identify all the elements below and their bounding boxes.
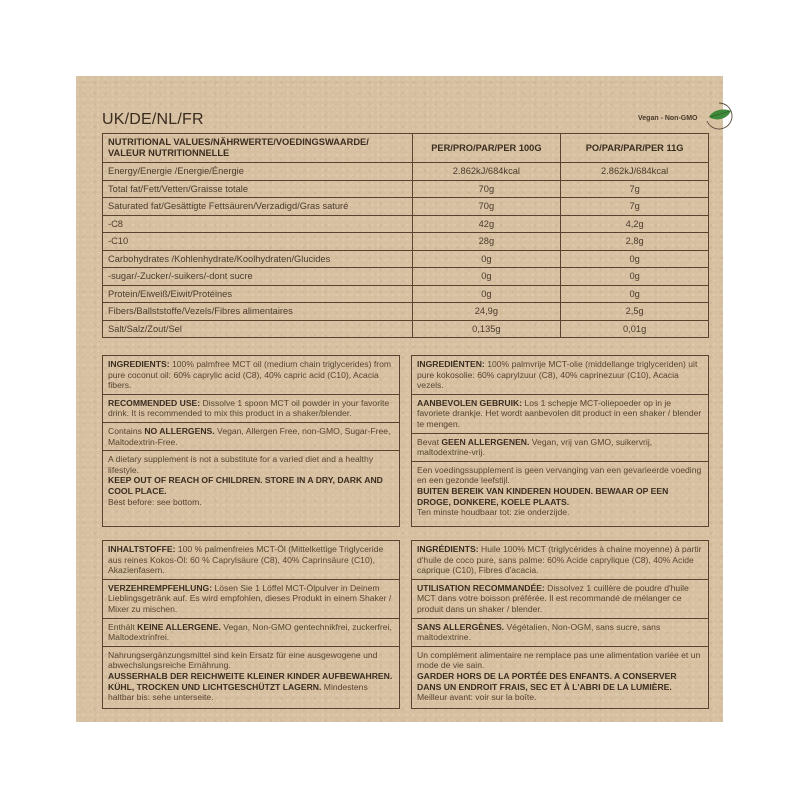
info-box-french <box>411 540 709 709</box>
table-row <box>103 320 709 338</box>
value-per-serving: 7g <box>561 180 709 198</box>
info-box-german <box>102 540 400 709</box>
section-text: Vegan, Allergen Free, non-GMO, Sugar-Free, Maltodextrin-Free. <box>108 425 391 447</box>
value-per-100g: 0g <box>412 250 561 268</box>
section-text: Een voedingssupplement is geen vervanging van een gevarieerde voeding en een gezonde leefstijl. <box>417 464 702 486</box>
value-per-serving: 0g <box>561 285 709 303</box>
warning-text: AUSSERHALB DER REICHWEITE KLEINER KINDER AUFBEWAHREN. KÜHL, TROCKEN UND LICHTGESCHÜTZT LAGERN. <box>108 670 393 692</box>
nutrient-label: Salt/Salz/Zout/Sel <box>103 320 413 338</box>
section-text: Végétalien, Non-OGM, sans sucre, sans maltodextrine. <box>417 621 661 643</box>
section-title: INHALTSTOFFE: <box>108 544 176 554</box>
section-text: Lösen Sie 1 Löffel MCT-Ölpulver in Deinem Lieblingsgetränk auf. Es wird empfohlen, dieses Produkt in einem Shaker / Mixer zu mischen. <box>108 582 392 614</box>
allergens-section <box>412 619 708 647</box>
ingredients-section <box>412 356 708 395</box>
nutrient-label: -C8 <box>103 215 413 233</box>
nutrient-label: Energy/Energie /Energie/Énergie <box>103 163 413 181</box>
section-text: 100% palmvrije MCT-olie (middellange triglyceriden) uit pure kokosolie: 60% caprylzuur (C8), 40% caprinezuur (C10), Acacia vezels. <box>417 359 698 391</box>
section-text: Un complément alimentaire ne remplace pas une alimentation variée et un mode de vie sain. <box>417 649 701 671</box>
value-per-serving: 7g <box>561 198 709 216</box>
ingredients-section <box>103 541 399 580</box>
table-row <box>103 180 709 198</box>
warnings-section <box>103 451 399 510</box>
table-row <box>103 163 709 181</box>
nutrient-label: Fibers/Ballststoffe/Vezels/Fibres alimentaires <box>103 303 413 321</box>
section-title: RECOMMENDED USE: <box>108 397 201 408</box>
nutrient-label: -sugar/-Zucker/-suikers/-dont sucre <box>103 268 413 286</box>
value-per-100g: 2.862kJ/684kcal <box>412 163 561 181</box>
section-text: Dissolve 1 spoon MCT oil powder in your favorite drink. It is recommended to mix this product in a shaker/blender. <box>108 397 390 419</box>
best-before-text: Best before: see bottom. <box>108 496 202 507</box>
section-text: Huile 100% MCT (triglycérides à chaine moyenne) à partir d'huile de coco pure, sans palme: 60% Acide caprylique (C8), 40% Acide caprique (C10), Fibres d'acacia. <box>417 544 702 576</box>
best-before-text: Ten minste houdbaar tot: zie onderzijde. <box>417 507 570 518</box>
ingredients-section <box>412 541 708 580</box>
value-per-serving: 0g <box>561 268 709 286</box>
section-title: UTILISATION RECOMMANDÉE: <box>417 582 545 593</box>
value-per-100g: 0g <box>412 268 561 286</box>
table-header-row <box>103 134 709 163</box>
section-title: INGREDIENTS: <box>108 359 170 369</box>
section-text: Bevat <box>417 436 442 447</box>
warnings-section <box>412 462 708 521</box>
best-before-text: Meilleur avant: voir sur la boîte. <box>417 692 537 703</box>
warning-text: KEEP OUT OF REACH OF CHILDREN. STORE IN A DRY, DARK AND COOL PLACE. <box>108 475 383 496</box>
column-header: PO/PAR/PAR/PER 11G <box>561 134 709 163</box>
leaf-icon <box>703 100 735 137</box>
section-text: Contains <box>108 425 145 436</box>
section-text: Vegan, Non-GMO gentechnikfrei, zuckerfrei, Maltodextrinfrei. <box>108 621 392 643</box>
table-row <box>103 233 709 251</box>
value-per-serving: 2,8g <box>561 233 709 251</box>
recommended-use-section <box>412 395 708 434</box>
section-title: NO ALLERGENS. <box>144 425 215 436</box>
section-text: Vegan, vrij van GMO, suikervrij, maltodextrine-vrij. <box>417 436 653 458</box>
section-title: GEEN ALLERGENEN. <box>441 436 530 447</box>
warnings-section <box>103 647 399 706</box>
section-text: Dissolvez 1 cuillère de poudre d'huile MCT dans votre boisson préférée. Il est recommandé de mélanger ce produit dans un shaker / blender. <box>417 582 689 614</box>
value-per-100g: 42g <box>412 215 561 233</box>
nutrient-label: -C10 <box>103 233 413 251</box>
section-text: 100 % palmenfreies MCT-Öl (Mittelkettige Triglyceride aus reines Kokos-Öl: 60 % Caprylsäure (C8), 40% Caprinsäure (C10), Akazienfasern. <box>108 544 384 576</box>
languages-title: UK/DE/NL/FR <box>102 111 204 128</box>
value-per-100g: 70g <box>412 180 561 198</box>
table-row <box>103 268 709 286</box>
recommended-use-section <box>103 395 399 423</box>
info-box-dutch <box>411 355 709 527</box>
section-text: 100% palmfree MCT oil (medium chain triglycerides) from pure coconut oil: 60% caprylic acid (C8), 40% capric acid (C10), Acacia fibers. <box>108 359 392 391</box>
recommended-use-section <box>103 580 399 619</box>
value-per-100g: 28g <box>412 233 561 251</box>
table-row <box>103 285 709 303</box>
best-before-text: Mindestens haltbar bis: sehe unterseite. <box>108 681 368 703</box>
value-per-100g: 24,9g <box>412 303 561 321</box>
section-title: INGREDIËNTEN: <box>417 359 485 369</box>
table-row <box>103 198 709 216</box>
nutrient-label: Protein/Eiweiß/Eiwit/Protéines <box>103 285 413 303</box>
allergens-section <box>103 423 399 451</box>
warning-text: BUITEN BEREIK VAN KINDEREN HOUDEN. BEWAAR OP EEN DROGE, DONKERE, KOELE PLAATS. <box>417 485 669 507</box>
section-title: SANS ALLERGÈNES. <box>417 621 505 632</box>
table-row <box>103 215 709 233</box>
recommended-use-section <box>412 580 708 619</box>
value-per-serving: 2.862kJ/684kcal <box>561 163 709 181</box>
vegan-badge <box>638 100 735 137</box>
nutrient-label: Saturated fat/Gesättigte Fettsäuren/Verzadigd/Gras saturé <box>103 198 413 216</box>
section-text: Enthält <box>108 621 138 632</box>
ingredients-section <box>103 356 399 395</box>
allergens-section <box>103 619 399 647</box>
value-per-100g: 70g <box>412 198 561 216</box>
nutrition-table <box>102 133 709 338</box>
nutrient-label: Total fat/Fett/Vetten/Graisse totale <box>103 180 413 198</box>
table-row <box>103 303 709 321</box>
section-title: INGRÉDIENTS: <box>417 544 479 554</box>
value-per-serving: 4,2g <box>561 215 709 233</box>
value-per-100g: 0g <box>412 285 561 303</box>
warning-text: GARDER HORS DE LA PORTÉE DES ENFANTS. A CONSERVER DANS UN ENDROIT FRAIS, SEC ET À L'ABRI DE LA LUMIÈRE. <box>417 670 677 692</box>
value-per-serving: 0,01g <box>561 320 709 338</box>
warnings-section <box>412 647 708 706</box>
value-per-serving: 0g <box>561 250 709 268</box>
value-per-serving: 2,5g <box>561 303 709 321</box>
section-text: A dietary supplement is not a substitute for a varied diet and a healthy lifestyle. <box>108 454 374 475</box>
section-title: VERZEHREMPFEHLUNG: <box>108 582 213 593</box>
section-title: AANBEVOLEN GEBRUIK: <box>417 397 523 408</box>
info-box-english <box>102 355 400 527</box>
allergens-section <box>412 434 708 462</box>
section-text: Nahrungsergänzungsmittel sind kein Ersatz für eine ausgewogene und abwechslungsreiche Ernährung. <box>108 649 378 671</box>
section-title: KEINE ALLERGENE. <box>137 621 221 632</box>
value-per-100g: 0,135g <box>412 320 561 338</box>
badge-label: Vegan - Non-GMO <box>638 115 698 122</box>
column-header: NUTRITIONAL VALUES/NÄHRWERTE/VOEDINGSWAARDE/ VALEUR NUTRITIONNELLE <box>103 134 413 163</box>
table-row <box>103 250 709 268</box>
section-text: Los 1 schepje MCT-oliepoeder op in je favoriete drankje. Het wordt aanbevolen dit product in een shaker / blender te mengen. <box>417 397 702 429</box>
column-header: PER/PRO/PAR/PER 100G <box>412 134 561 163</box>
nutrient-label: Carbohydrates /Kohlenhydrate/Koolhydraten/Glucides <box>103 250 413 268</box>
